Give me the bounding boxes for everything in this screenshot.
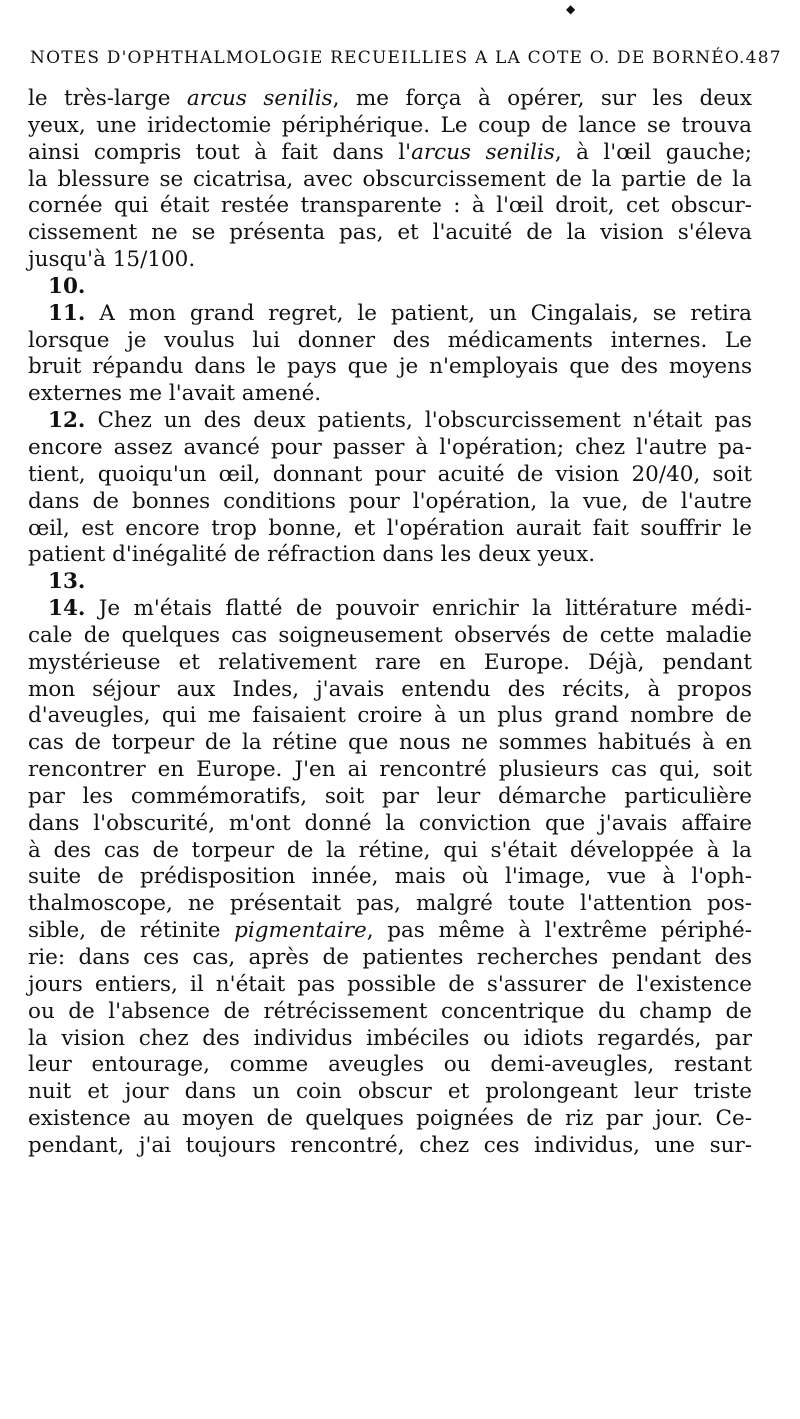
text-line: [28, 784, 752, 811]
line-text: mon séjour aux Indes, j'avais entendu des récits, à propos: [28, 676, 752, 702]
line-text: encore assez avancé pour passer à l'opération; chez l'autre pa-: [28, 434, 752, 460]
text-line: [28, 569, 752, 596]
text-line: [28, 140, 752, 167]
note-number: 12.: [48, 408, 86, 434]
line-text: , me força à opérer, sur les deux: [332, 86, 753, 111]
text-line: [28, 220, 752, 247]
text-line: [28, 113, 752, 140]
text-line: [28, 918, 752, 945]
text-line: [28, 811, 752, 838]
text-line: [28, 354, 752, 381]
text-line: [28, 301, 752, 328]
page-mark: ◆: [566, 2, 576, 16]
page-number: 487: [745, 48, 782, 68]
text-line: [28, 247, 752, 274]
line-text: existence au moyen de quelques poignées de riz par jour. Ce-: [28, 1106, 752, 1132]
text-line: [28, 462, 752, 489]
line-text: rencontrer en Europe. J'en ai rencontré plusieurs cas qui, soit: [28, 757, 752, 783]
text-line: [28, 1079, 752, 1106]
line-text: ainsi compris tout à fait dans l': [28, 139, 412, 165]
text-line: [28, 516, 752, 543]
italic-term: pigmentaire: [234, 918, 367, 944]
line-text: cas de torpeur de la rétine que nous ne sommes habitués à en: [28, 730, 752, 756]
line-text: ou de l'absence de rétrécissement concentrique du champ de: [28, 998, 752, 1024]
note-number: 11.: [48, 300, 86, 326]
text-line: [28, 408, 752, 435]
line-text: bruit répandu dans le pays que je n'employais que des moyens: [28, 354, 752, 380]
line-text: jours entiers, il n'était pas possible de s'assurer de l'existence: [28, 971, 752, 997]
text-line: [28, 730, 752, 757]
line-text: leur entourage, comme aveugles ou demi-aveugles, restant: [28, 1052, 752, 1078]
line-text: la blessure se cicatrisa, avec obscurcissement de la partie de la: [28, 166, 752, 192]
note-number: 10.: [48, 273, 86, 299]
text-line: [28, 381, 752, 408]
text-line: [28, 1106, 752, 1133]
italic-term: arcus senilis: [411, 139, 555, 165]
text-line: [28, 542, 752, 569]
body-text: [28, 86, 752, 1160]
line-text: cissement ne se présenta pas, et l'acuité de la vision s'éleva: [28, 220, 752, 246]
line-text: cornée qui était restée transparente : à l'œil droit, cet obscur-: [28, 193, 752, 219]
text-line: [28, 623, 752, 650]
text-line: [28, 703, 752, 730]
text-line: [28, 596, 752, 623]
line-text: Je m'étais flatté de pouvoir enrichir la littérature médi-: [85, 596, 752, 622]
note-number: 13.: [48, 569, 86, 595]
text-line: [28, 945, 752, 972]
line-text: la vision chez des individus imbéciles ou idiots regardés, par: [28, 1025, 752, 1051]
text-line: [28, 489, 752, 516]
line-text: nuit et jour dans un coin obscur et prolongeant leur triste: [28, 1079, 752, 1105]
text-line: [28, 650, 752, 677]
text-line: [28, 1026, 752, 1053]
line-text: à des cas de torpeur de la rétine, qui s'était développée à la: [28, 837, 752, 863]
text-line: [28, 999, 752, 1026]
line-text: yeux, une iridectomie périphérique. Le coup de lance se trouva: [28, 112, 752, 138]
text-line: [28, 193, 752, 220]
text-line: [28, 167, 752, 194]
line-text: pendant, j'ai toujours rencontré, chez ces individus, une sur-: [28, 1132, 752, 1158]
text-line: [28, 891, 752, 918]
line-text: tient, quoiqu'un œil, donnant pour acuité de vision 20/40, soit: [28, 461, 752, 487]
line-text: jusqu'à 15/100.: [28, 247, 196, 273]
line-text: d'aveugles, qui me faisaient croire à un plus grand nombre de: [28, 703, 752, 729]
text-line: [28, 838, 752, 865]
text-line: [28, 86, 752, 113]
line-text: , pas même à l'extrême périphé-: [366, 918, 752, 944]
line-text: suite de prédisposition innée, mais où l'image, vue à l'oph-: [28, 864, 752, 890]
line-text: Chez un des deux patients, l'obscurcissement n'était pas: [85, 408, 752, 434]
text-line: [28, 677, 752, 704]
text-line: [28, 972, 752, 999]
text-line: [28, 1052, 752, 1079]
running-head: [30, 48, 780, 68]
line-text: , à l'œil gauche;: [554, 139, 752, 165]
line-text: lorsque je voulus lui donner des médicaments internes. Le: [28, 327, 752, 353]
line-text: œil, est encore trop bonne, et l'opération aurait fait souffrir le: [28, 515, 752, 541]
line-text: le très-large: [28, 86, 187, 111]
line-text: rie: dans ces cas, après de patientes recherches pendant des: [28, 945, 752, 970]
line-text: mystérieuse et relativement rare en Europe. Déjà, pendant: [28, 649, 752, 675]
line-text: externes me l'avait amené.: [28, 381, 322, 407]
line-text: par les commémoratifs, soit par leur démarche particulière: [28, 783, 752, 809]
text-line: [28, 274, 752, 301]
text-line: [28, 328, 752, 355]
text-line: [28, 864, 752, 891]
line-text: dans de bonnes conditions pour l'opération, la vue, de l'autre: [28, 488, 752, 514]
line-text: patient d'inégalité de réfraction dans les deux yeux.: [28, 542, 596, 568]
text-line: [28, 1133, 752, 1160]
text-line: [28, 757, 752, 784]
line-text: A mon grand regret, le patient, un Cingalais, se retira: [85, 300, 752, 326]
italic-term: arcus senilis: [186, 86, 333, 111]
running-head-title: NOTES D'OPHTHALMOLOGIE RECUEILLIES A LA COTE O. DE BORNÉO.: [30, 48, 746, 68]
line-text: thalmoscope, ne présentait pas, malgré toute l'attention pos-: [28, 891, 752, 917]
line-text: dans l'obscurité, m'ont donné la conviction que j'avais affaire: [28, 810, 752, 836]
line-text: sible, de rétinite: [28, 918, 235, 944]
line-text: cale de quelques cas soigneusement observés de cette maladie: [28, 622, 752, 648]
note-number: 14.: [48, 596, 86, 622]
text-line: [28, 435, 752, 462]
